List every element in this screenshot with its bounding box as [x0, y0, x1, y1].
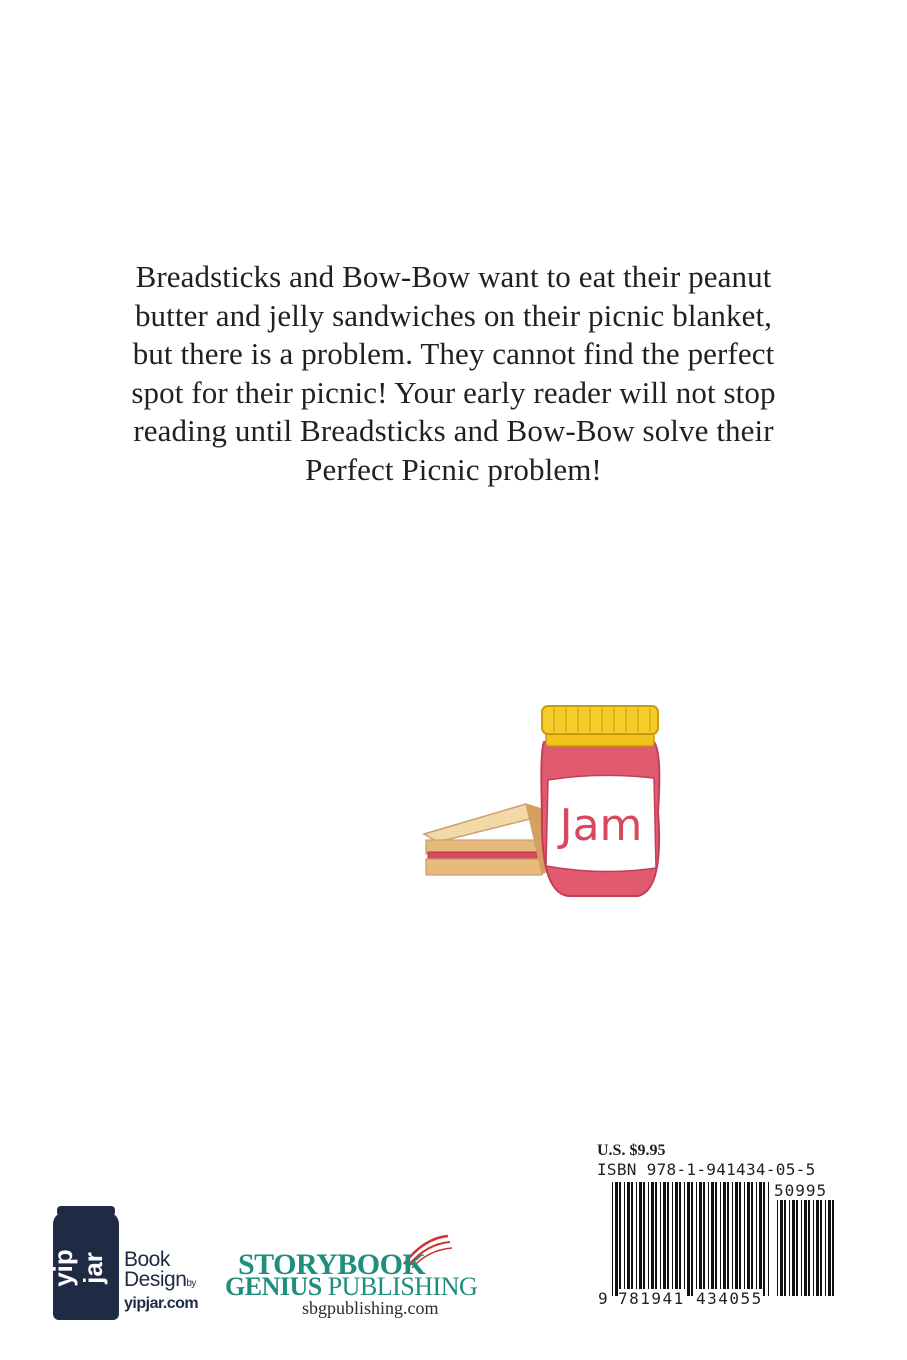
barcode-bar: [691, 1182, 693, 1296]
barcode-bar: [612, 1182, 613, 1296]
barcode-addon-number: 50995: [774, 1181, 828, 1200]
barcode-bar: [763, 1182, 765, 1296]
barcode-bar: [792, 1200, 795, 1296]
barcode-bar: [747, 1182, 750, 1296]
barcode-bar: [784, 1200, 786, 1296]
publisher-website: sbgpublishing.com: [302, 1298, 439, 1318]
barcode-bar: [820, 1200, 822, 1296]
barcode-bar: [687, 1182, 690, 1296]
book-design-by: by: [186, 1278, 196, 1289]
barcode-bar: [615, 1182, 618, 1296]
barcode-bar: [720, 1182, 721, 1296]
publisher-name-line1: STORYBOOK: [238, 1248, 426, 1281]
barcode-bar: [655, 1182, 657, 1296]
barcode-bar: [727, 1182, 729, 1296]
blurb-line: Perfect Picnic problem!: [305, 451, 602, 487]
blurb-line: reading until Breadsticks and Bow-Bow solve their: [133, 413, 774, 448]
barcode-bar: [777, 1200, 778, 1296]
price-label: U.S. $9.95: [597, 1142, 666, 1159]
barcode-bar: [825, 1200, 826, 1296]
barcode-bar: [789, 1200, 790, 1296]
barcode-bar: [732, 1182, 733, 1296]
barcode-bar: [679, 1182, 681, 1296]
barcode-bar: [735, 1182, 738, 1296]
blurb-line: but there is a problem. They cannot find the perfect: [132, 336, 775, 371]
isbn-barcode: [612, 1182, 770, 1296]
barcode-bar: [768, 1182, 769, 1296]
barcode-bar: [751, 1182, 753, 1296]
yipjar-badge-text: yip jar: [48, 1249, 108, 1287]
back-cover-blurb: [60, 258, 847, 489]
barcode-bar: [639, 1182, 642, 1296]
barcode-bar: [696, 1182, 697, 1296]
yipjar-logo: [48, 1212, 119, 1320]
yipjar-website: yipjar.com: [124, 1295, 199, 1312]
barcode-bar: [708, 1182, 709, 1296]
barcode-bar: [715, 1182, 717, 1296]
jam-sandwich-illustration: [418, 692, 668, 904]
barcode-bar: [667, 1182, 669, 1296]
barcode-bar: [648, 1182, 649, 1296]
barcode-bar: [739, 1182, 741, 1296]
barcode-bar: [636, 1182, 637, 1296]
barcode-bar: [672, 1182, 673, 1296]
barcode-bar: [813, 1200, 814, 1296]
barcode-bar: [828, 1200, 831, 1296]
barcode-bar: [619, 1182, 621, 1296]
barcode-bar: [651, 1182, 654, 1296]
barcode-bar: [808, 1200, 810, 1296]
barcode-bar: [660, 1182, 661, 1296]
addon-barcode: [777, 1200, 835, 1296]
blurb-line: Breadsticks and Bow-Bow want to eat their peanut: [135, 259, 772, 294]
barcode-bar: [759, 1182, 762, 1296]
barcode-bar: [627, 1182, 630, 1296]
sandwich-icon: [424, 804, 546, 875]
blurb-line: spot for their picnic! Your early reader will not stop: [131, 374, 776, 410]
barcode-bar: [703, 1182, 705, 1296]
barcode-bar: [684, 1182, 685, 1296]
jar-label-text: Jam: [559, 800, 643, 851]
barcode-digit: 9: [598, 1289, 608, 1308]
isbn-number: ISBN 978-1-941434-05-5: [597, 1160, 816, 1179]
book-design-credit: [124, 1250, 198, 1314]
book-design-line2: Design: [124, 1268, 187, 1291]
barcode-bar: [631, 1182, 633, 1296]
barcode-bar: [832, 1200, 834, 1296]
barcode-digits-right: 434055: [696, 1289, 763, 1308]
barcode-bar: [780, 1200, 783, 1296]
barcode-bar: [801, 1200, 802, 1296]
book-design-line1: Book: [124, 1248, 170, 1271]
blurb-line: butter and jelly sandwiches on their picnic blanket,: [134, 297, 773, 333]
barcode-bar: [796, 1200, 798, 1296]
barcode-digits-left: 781941: [618, 1289, 685, 1308]
barcode-bar: [675, 1182, 678, 1296]
barcode-bar: [663, 1182, 666, 1296]
barcode-bar: [624, 1182, 625, 1296]
barcode-bar: [723, 1182, 726, 1296]
publisher-genius: GENIUS: [225, 1272, 322, 1301]
barcode-bar: [804, 1200, 807, 1296]
barcode-bar: [756, 1182, 757, 1296]
barcode-bar: [711, 1182, 714, 1296]
jam-jar-icon: [541, 706, 659, 896]
publisher-publishing: PUBLISHING: [321, 1272, 478, 1301]
barcode-bar: [744, 1182, 745, 1296]
barcode-bar: [699, 1182, 702, 1296]
barcode-bar: [816, 1200, 819, 1296]
barcode-bar: [643, 1182, 645, 1296]
